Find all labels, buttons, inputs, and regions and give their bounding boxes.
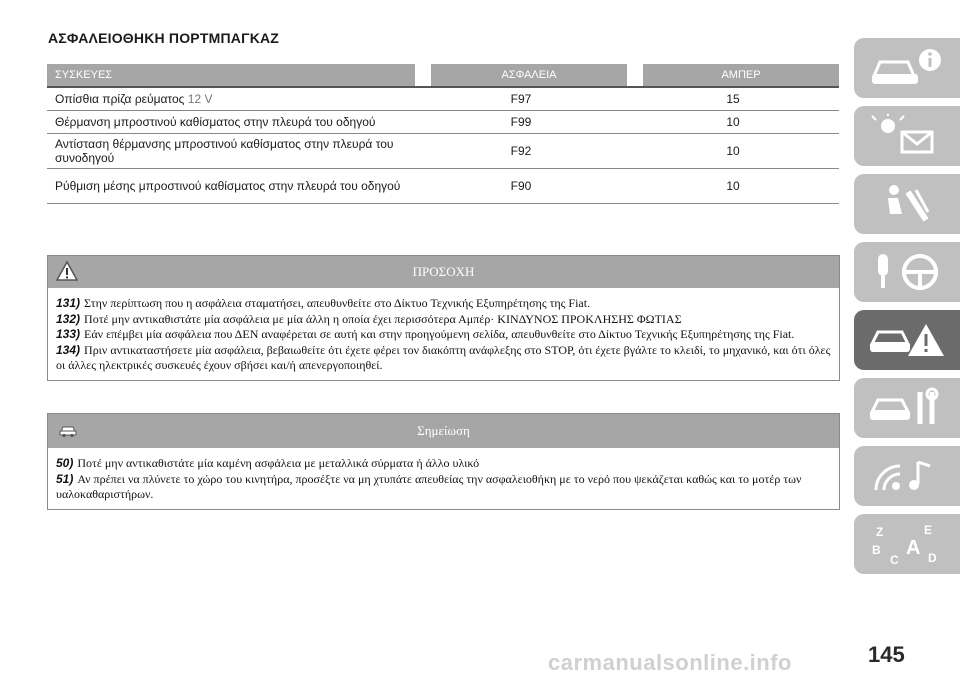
tab-multimedia[interactable] xyxy=(854,446,960,506)
note-item xyxy=(56,456,831,472)
note-box xyxy=(47,413,840,510)
tab-emergency[interactable] xyxy=(854,310,960,370)
header-fuse: ΑΣΦΑΛΕΙΑ xyxy=(431,64,627,87)
tab-index[interactable] xyxy=(854,514,960,574)
device-cell: Αντίσταση θέρμανσης μπροστινού καθίσματος στην πλευρά του συνοδηγού xyxy=(47,134,415,169)
table-row xyxy=(47,111,839,134)
fuse-cell: F99 xyxy=(415,111,627,134)
device-cell xyxy=(47,87,415,111)
note-title: Σημείωση xyxy=(417,423,470,438)
car-maintenance-tools-icon xyxy=(868,386,948,430)
multimedia-connectivity-icon xyxy=(868,454,948,498)
warning-triangle-icon xyxy=(56,261,78,281)
warning-item xyxy=(56,343,831,374)
car-emergency-icon xyxy=(868,318,948,362)
seat-airbag-icon xyxy=(868,182,948,226)
svg-text:D: D xyxy=(928,551,937,565)
watermark: carmanualsonline.info xyxy=(548,650,792,675)
amps-cell: 10 xyxy=(627,134,839,169)
header-gap xyxy=(627,64,643,87)
key-steering-wheel-icon xyxy=(868,250,948,294)
warning-ref: 131) xyxy=(56,296,81,310)
device-cell: Θέρμανση μπροστινού καθίσματος στην πλευρά του οδηγού xyxy=(47,111,415,134)
warning-light-message-icon xyxy=(868,114,948,158)
warning-item xyxy=(56,296,831,312)
device-voltage: 12 V xyxy=(187,92,213,106)
note-text: Αν πρέπει να πλύνετε το χώρο του κινητήρα, προσέξτε να μη χτυπάτε απευθείας την ασφαλειοθήκη με το νερό που ψεκάζεται καθώς και το μοτέρ των υαλοκαθαριστήρων. xyxy=(56,471,802,501)
warning-text: Πριν αντικαταστήσετε μία ασφάλεια, βεβαιωθείτε ότι έχετε φέρει τον διακόπτη ανάφλεξης στο STOP, ότι έχετε βγάλτε το κλειδί, το μηχανικό, και ότι όλες οι άλλες ηλεκτρικές συσκευές έχουν σβήσει και/ή απενεργοποιηθεί. xyxy=(56,342,831,372)
amps-cell: 10 xyxy=(627,169,839,204)
amps-cell: 15 xyxy=(627,87,839,111)
warning-box xyxy=(47,255,840,381)
warning-text: Ποτέ μην αντικαθιστάτε μία ασφάλεια με μία άλλη η οποία έχει περισσότερα Αμπέρ· ΚΙΝΔΥΝΟΣ ΠΡΟΚΛΗΣΗΣ ΦΩΤΙΑΣ xyxy=(84,311,682,326)
svg-text:E: E xyxy=(924,523,933,537)
amps-cell: 10 xyxy=(627,111,839,134)
header-devices: ΣΥΣΚΕΥΕΣ xyxy=(47,64,415,87)
table-row xyxy=(47,87,839,111)
warning-ref: 133) xyxy=(56,327,81,341)
svg-text:C: C xyxy=(890,553,899,566)
tab-starting-driving[interactable] xyxy=(854,242,960,302)
svg-text:A: A xyxy=(906,537,921,559)
alphabetical-index-icon xyxy=(868,522,948,566)
header-amps: ΑΜΠΕΡ xyxy=(643,64,839,87)
note-header xyxy=(48,414,839,448)
car-note-icon xyxy=(58,419,78,439)
fuse-cell: F97 xyxy=(415,87,627,111)
warning-ref: 134) xyxy=(56,342,81,357)
note-ref: 51) xyxy=(56,471,74,486)
table-row xyxy=(47,134,839,169)
warning-body xyxy=(48,288,839,380)
page-title: ΑΣΦΑΛΕΙΟΘΗΚΗ ΠΟΡΤΜΠΑΓΚΑΖ xyxy=(48,30,280,46)
fuse-cell: F92 xyxy=(415,134,627,169)
warning-text: Εάν επέμβει μία ασφάλεια που ΔΕΝ αναφέρεται σε αυτή και στην προηγούμενη σελίδα, απευθυνθείτε στο Δίκτυο Τεχνικής Εξυπηρέτησης της Fiat. xyxy=(84,327,795,341)
note-item xyxy=(56,472,831,503)
header-gap xyxy=(415,64,431,87)
warning-text: Στην περίπτωση που η ασφάλεια σταματήσει, απευθυνθείτε στο Δίκτυο Τεχνικής Εξυπηρέτησης της Fiat. xyxy=(84,296,591,310)
svg-text:Z: Z xyxy=(876,525,884,539)
note-ref: 50) xyxy=(56,456,74,470)
table-header-row xyxy=(47,64,839,87)
car-info-icon xyxy=(868,46,948,90)
warning-header xyxy=(48,256,839,288)
note-text: Ποτέ μην αντικαθιστάτε μία καμένη ασφάλεια με μεταλλικά σύρματα ή άλλο υλικό xyxy=(77,456,480,470)
warning-item xyxy=(56,312,831,328)
warning-ref: 132) xyxy=(56,311,81,326)
fuse-cell: F90 xyxy=(415,169,627,204)
note-body xyxy=(48,448,839,509)
warning-title: ΠΡΟΣΟΧΗ xyxy=(412,264,475,279)
tab-dashboard[interactable] xyxy=(854,106,960,166)
fuse-table xyxy=(47,64,839,204)
tab-maintenance[interactable] xyxy=(854,378,960,438)
tab-safety[interactable] xyxy=(854,174,960,234)
section-tabs xyxy=(854,38,960,582)
tab-getting-to-know[interactable] xyxy=(854,38,960,98)
svg-text:B: B xyxy=(872,543,881,557)
table-row xyxy=(47,169,839,204)
page-number: 145 xyxy=(868,642,905,667)
warning-item xyxy=(56,327,831,343)
device-label: Οπίσθια πρίζα ρεύματος xyxy=(55,92,185,106)
device-cell: Ρύθμιση μέσης μπροστινού καθίσματος στην πλευρά του οδηγού xyxy=(47,169,415,204)
